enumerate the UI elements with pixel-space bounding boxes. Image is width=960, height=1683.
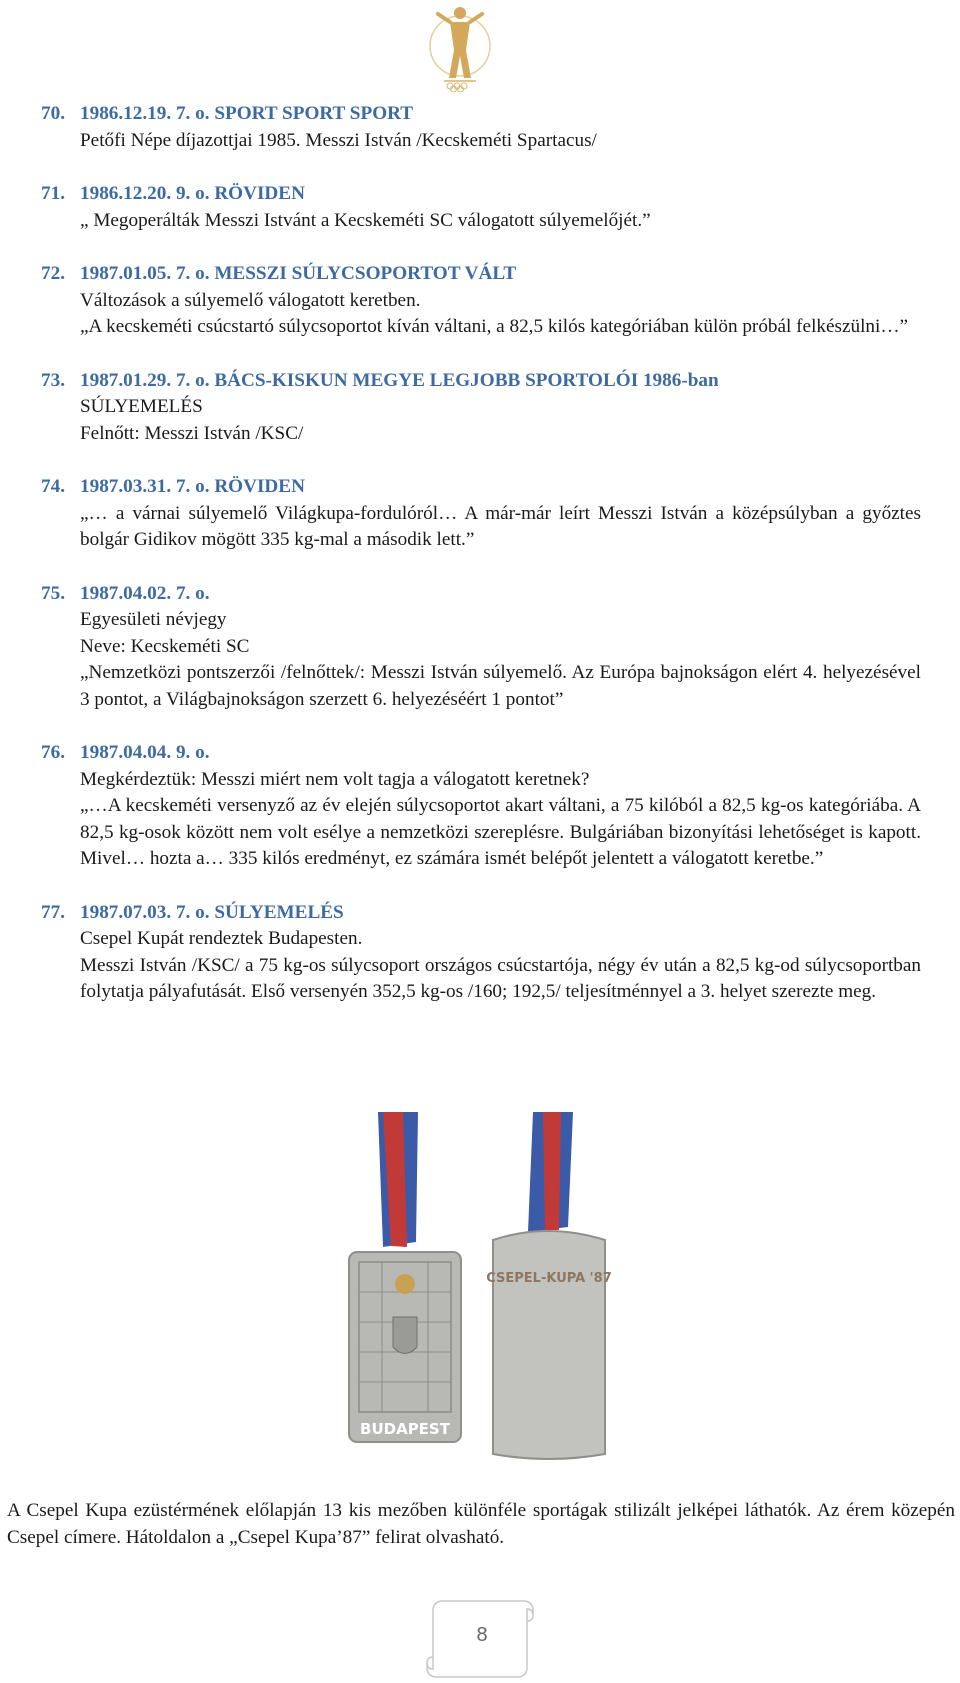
entry-72 [41, 261, 921, 341]
entry-text: „ Megoperálták Messzi Istvánt a Kecskeméti SC válogatott súlyemelőjét.” [80, 209, 651, 231]
entry-title: 1987.03.31. 7. o. RÖVIDEN [80, 476, 305, 497]
entry-text: SÚLYEMELÉS [80, 396, 203, 417]
entry-list [41, 101, 921, 1033]
entry-heading [41, 181, 921, 208]
photo-caption: A Csepel Kupa ezüstérmének előlapján 13 kis mezőben különféle sportágak stilizált jelképei láthatók. Az érem közepén Csepel címere. Hátoldalon a „Csepel Kupa’87” felirat olvasható. [7, 1500, 955, 1548]
entry-heading [41, 101, 921, 128]
entry-75 [41, 581, 921, 714]
medal-front-text: BUDAPEST [360, 1420, 450, 1438]
medal-back-text: CSEPEL-KUPA '87 [486, 1271, 612, 1286]
entry-number: 74. [41, 476, 65, 497]
entry-title: 1987.01.05. 7. o. MESSZI SÚLYCSOPORTOT VÁLT [80, 263, 517, 284]
medal-photo [323, 1112, 633, 1470]
entry-number: 77. [41, 901, 65, 923]
entry-70 [41, 101, 921, 154]
entry-number: 72. [41, 263, 65, 284]
entry-heading [41, 740, 921, 767]
entry-76 [41, 740, 921, 873]
entry-71 [41, 181, 921, 234]
entry-text: Petőfi Népe díjazottjai 1985. Messzi István /Kecskeméti Spartacus/ [80, 129, 597, 151]
entry-title: 1987.01.29. 7. o. BÁCS-KISKUN MEGYE LEGJOBB SPORTOLÓI 1986-ban [80, 369, 719, 391]
entry-text: Neve: Kecskeméti SC [80, 635, 250, 657]
entry-heading [41, 581, 921, 608]
entry-heading [41, 900, 921, 927]
entry-quote: „A kecskeméti csúcstartó súlycsoportot kíván váltani, a 82,5 kilós kategóriában külön próbál felkészülni…” [80, 316, 909, 337]
entry-title: 1987.07.03. 7. o. SÚLYEMELÉS [80, 901, 344, 923]
entry-heading [41, 261, 921, 288]
entry-73 [41, 368, 921, 448]
entry-text: Egyesületi névjegy [80, 609, 227, 630]
entry-title: 1986.12.20. 9. o. RÖVIDEN [80, 183, 305, 204]
entry-77 [41, 900, 921, 1006]
entry-title: 1987.04.04. 9. o. [80, 742, 210, 763]
page-number: 8 [476, 1624, 488, 1646]
entry-heading [41, 368, 921, 395]
entry-text: Megkérdeztük: Messzi miért nem volt tagja a válogatott keretnek? [80, 768, 590, 790]
entry-74 [41, 474, 921, 554]
entry-quote: „…A kecskeméti versenyző az év elején súlycsoportot akart váltani, a 75 kilóból a 82,5 kg-os kategóriába. A 82,5 kg-osok között nem volt esélye a nemzetközi szereplésre. Bulgáriában bizonyítási lehetőséget is kapott. Mivel… hozta a… 335 kilós eredményt, ez számára ismét belépőt jelentett a válogatott keretbe.” [80, 795, 921, 869]
entry-text: Változások a súlyemelő válogatott keretben. [80, 289, 421, 311]
association-logo [410, 0, 510, 92]
entry-title: 1986.12.19. 7. o. SPORT SPORT SPORT [80, 103, 414, 124]
entry-number: 75. [41, 582, 65, 604]
entry-heading [41, 474, 921, 501]
entry-title: 1987.04.02. 7. o. [80, 582, 210, 604]
entry-text: Csepel Kupát rendeztek Budapesten. [80, 928, 363, 949]
entry-number: 70. [41, 103, 65, 124]
entry-text: Felnőtt: Messzi István /KSC/ [80, 422, 304, 444]
entry-number: 73. [41, 369, 65, 391]
entry-quote: „Nemzetközi pontszerzői /felnőttek/: Messzi István súlyemelő. Az Európa bajnokságon elért 4. helyezésével 3 pontot, a Világbajnokságon szerzett 6. helyezéséért 1 pontot” [80, 662, 921, 710]
entry-text: Messzi István /KSC/ a 75 kg-os súlycsoport országos csúcstartója, négy év után a 82,5 kg-od súlycsoportban folytatja pályafutását. Első versenyén 352,5 kg-os /160; 192,5/ teljesítménnyel a 3. helyet szerezte meg. [80, 954, 921, 1002]
entry-number: 71. [41, 183, 65, 204]
entry-quote: „… a várnai súlyemelő Világkupa-fordulóról… A már-már leírt Messzi István a középsúlyban a győztes bolgár Gidikov mögött 335 kg-mal a második lett.” [80, 502, 921, 550]
entry-number: 76. [41, 742, 65, 763]
